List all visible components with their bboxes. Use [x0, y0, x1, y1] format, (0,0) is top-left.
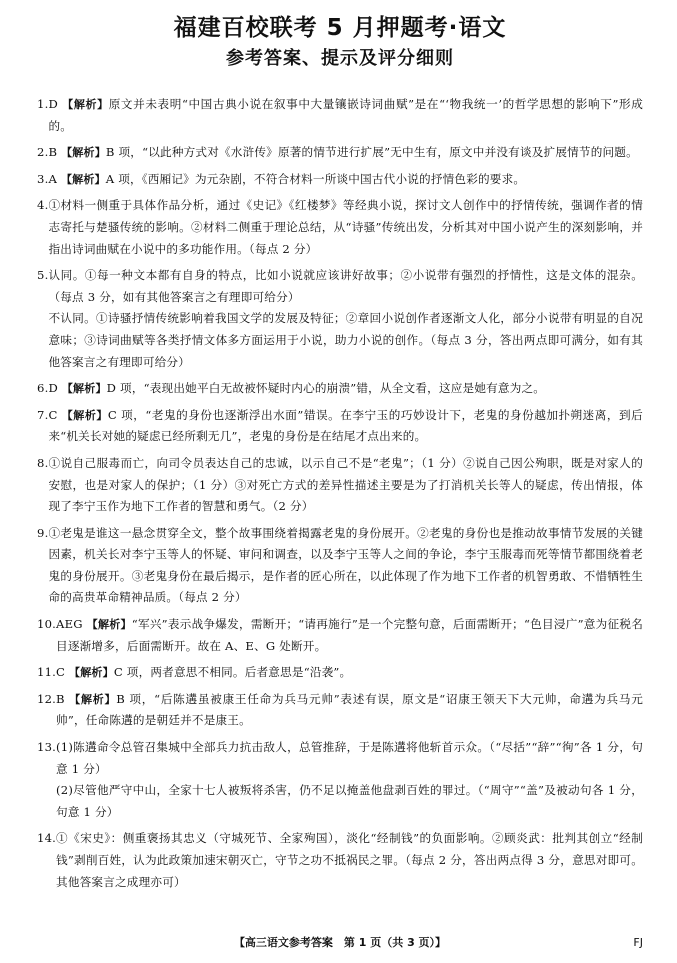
- answer-body: [56, 689, 643, 732]
- answer-paragraph: [48, 453, 643, 518]
- answer-item: [37, 614, 643, 657]
- answer-item: [37, 405, 643, 448]
- answer-paragraph: [56, 737, 643, 780]
- answer-paragraph: [48, 378, 643, 400]
- answer-paragraph: [48, 142, 643, 164]
- answer-body: [48, 453, 643, 518]
- answer-list: [37, 94, 643, 893]
- question-number: 8.: [37, 455, 49, 470]
- paragraph-text: D 项，“表现出她平白无故被怀疑时内心的崩溃”错，从全文看，这应是她有意为之。: [106, 381, 546, 396]
- answer-body: [48, 523, 643, 609]
- answer-paragraph: [48, 195, 643, 260]
- answer-paragraph: [48, 308, 643, 373]
- answer-paragraph: [56, 689, 643, 732]
- answer-item: [37, 142, 643, 164]
- paragraph-text: ①《宋史》：侧重褒扬其忠义（守城死节、全家殉国），淡化“经制钱”的负面影响。②顾炎武：批判其创立“经制钱”剥削百姓，认为此政策加速宋朝灭亡，守节之功不抵祸民之罪。（每点 2 分，答出两点得 3 分，意思对即可。其他答案言之成理亦可）: [56, 831, 643, 889]
- paragraph-text: B 项，“后陈遘虽被康王任命为兵马元帅”表述有误，原文是“诏康王领天下大元帅，命遘为兵马元帅”，任命陈遘的是朝廷并不是康王。: [56, 691, 643, 728]
- analysis-tag: 【解析】: [60, 172, 106, 186]
- answer-body: [48, 195, 643, 260]
- answer-body: [48, 378, 643, 400]
- question-number: 13.: [37, 740, 57, 755]
- paragraph-text: C 项，“老鬼的身份也逐渐浮出水面”错误。在李宁玉的巧妙设计下，老鬼的身份越加扑朔迷离，到后来“机关长对她的疑虑已经所剩无几”，老鬼的身份是在结尾才点出来的。: [48, 407, 643, 444]
- answer-body: [56, 828, 643, 893]
- answer-paragraph: [56, 780, 643, 823]
- paragraph-text: B 项，“以此种方式对《水浒传》原著的情节进行扩展”无中生有，原文中并没有谈及扩展情节的问题。: [105, 145, 638, 160]
- paragraph-text: ①老鬼是谁这一悬念贯穿全文，整个故事围绕着揭露老鬼的身份展开。②老鬼的身份也是推动故事情节发展的关键因素，机关长对李宁玉等人的怀疑、审问和调查，以及李宁玉等人之间的争论，李宁玉服毒而死等情节都围绕着老鬼的身份展开。③老鬼身份在最后揭示，是作者的匠心所在，以此体现了作为地下工作者的机智勇敢、不惜牺牲生命的高贵革命精神品质。（每点 2 分）: [48, 525, 643, 605]
- analysis-tag: 【解析】: [61, 146, 106, 160]
- answer-body: [48, 265, 643, 373]
- answer-body: [56, 737, 643, 823]
- paragraph-text: 原文并未表明“中国古典小说在叙事中大量镶嵌诗词曲赋”是在“‘物我统一’的哲学思想的影响下”形成的。: [48, 97, 643, 133]
- question-number: 4.: [37, 198, 49, 213]
- analysis-tag: 【解析】: [61, 382, 107, 396]
- answer-body: [48, 405, 643, 448]
- answer-paragraph: [56, 828, 643, 893]
- paragraph-text: ①材料一侧重于具体作品分析，通过《史记》《红楼梦》等经典小说，探讨文人创作中的抒情传统，强调作者的情志寄托与楚骚传统的影响。②材料二侧重于理论总结，从“诗骚”传统出发，分析其对中国小说产生的深刻影响，并指出诗词曲赋在小说中的多功能作用。（每点 2 分）: [48, 198, 643, 256]
- page-footer: [37, 936, 643, 950]
- answer-item: [37, 662, 643, 684]
- page-subtitle: 参考答案、提示及评分细则: [226, 48, 454, 69]
- paragraph-text: ①说自己服毒而亡，向司令员表达自己的忠诚，以示自己不是“老鬼”；（1 分）②说自己因公殉职，既是对家人的安慰，也是对家人的保护；（1 分）③对死亡方式的差异性描述主要是为了打消机关长等人的疑虑，传出情报，体现了李宁玉作为地下工作者的智慧和勇气。（2 分）: [48, 455, 643, 514]
- analysis-tag: 【解析】: [69, 666, 114, 680]
- answer-item: [37, 523, 643, 609]
- question-number: 3.: [37, 171, 49, 186]
- paragraph-text: A 项，《西厢记》为元杂剧，不符合材料一所谈中国古代小说的抒情色彩的要求。: [105, 171, 526, 186]
- answer-body: [56, 662, 643, 684]
- question-number: 1.: [37, 97, 49, 111]
- answer-item: [37, 265, 643, 373]
- question-number: 14.: [37, 831, 57, 846]
- answer-choice: C: [48, 407, 58, 422]
- answer-item: [37, 453, 643, 518]
- answer-paragraph: [48, 265, 643, 308]
- answer-choice: AEG: [56, 617, 83, 632]
- analysis-tag: 【解析】: [69, 692, 117, 706]
- paragraph-text: 认同。①每一种文本都有自身的特点，比如小说就应该讲好故事；②小说带有强烈的抒情性，这是文体的混杂。（每点 3 分，如有其他答案言之有理即可给分）: [48, 268, 643, 304]
- paragraph-text: “军兴”表示战争爆发，需断开；“请再施行”是一个完整句意，后面需断开；“色目浸广”意为征税名目逐渐增多，后面需断开。故在 A、E、G 处断开。: [56, 617, 643, 653]
- answer-paragraph: [48, 94, 643, 137]
- answer-choice: B: [56, 691, 65, 706]
- page-title: 福建百校联考 5 月押题考·语文: [173, 15, 507, 41]
- answer-body: [48, 169, 643, 191]
- answer-paragraph: [48, 523, 643, 609]
- answer-item: [37, 378, 643, 400]
- footer-page-info: 【高三语文参考答案 第 1 页（共 3 页）】: [233, 936, 447, 949]
- answer-body: [48, 94, 643, 137]
- question-number: 12.: [37, 691, 57, 706]
- answer-item: [37, 195, 643, 260]
- answer-choice: A: [48, 171, 58, 186]
- paragraph-text: (1)陈遘命令总管召集城中全部兵力抗击敌人，总管推辞，于是陈遘将他斩首示众。（“尽括”“辞”“徇”各 1 分，句意 1 分）: [56, 740, 643, 776]
- analysis-tag: 【解析】: [86, 618, 132, 632]
- question-number: 2.: [37, 145, 49, 160]
- answer-choice: D: [48, 97, 58, 111]
- answer-body: [56, 614, 643, 657]
- question-number: 5.: [37, 268, 49, 283]
- answer-paragraph: [56, 614, 643, 657]
- answer-paragraph: [48, 169, 643, 191]
- question-number: 11.: [37, 665, 57, 680]
- answer-choice: C: [56, 665, 66, 680]
- question-number: 10.: [37, 617, 57, 632]
- answer-item: [37, 828, 643, 893]
- answer-item: [37, 689, 643, 732]
- question-number: 6.: [37, 381, 49, 396]
- answer-choice: D: [48, 381, 58, 396]
- question-number: 9.: [37, 525, 49, 540]
- question-number: 7.: [37, 407, 49, 422]
- paragraph-text: (2)尽管他严守中山，全家十七人被叛将杀害，仍不足以掩盖他盘剥百姓的罪过。（“周守”“盖”及被动句各 1 分，句意 1 分）: [56, 783, 643, 819]
- analysis-tag: 【解析】: [62, 98, 109, 111]
- analysis-tag: 【解析】: [61, 408, 108, 422]
- answer-item: [37, 737, 643, 823]
- answer-item: [37, 94, 643, 137]
- answer-body: [48, 142, 643, 164]
- paragraph-text: 不认同。①诗骚抒情传统影响着我国文学的发展及特征；②章回小说创作者逐渐文人化，部分小说带有明显的自况意味；③诗词曲赋等各类抒情文体多方面运用于小说，助力小说的创作。（每点 3 分，答出两点即可满分，如有其他答案言之有理即可给分）: [48, 311, 643, 369]
- answer-paragraph: [56, 662, 643, 684]
- paragraph-text: C 项，两者意思不相同。后者意思是“沿袭”。: [113, 665, 352, 680]
- answer-item: [37, 169, 643, 191]
- answer-paragraph: [48, 405, 643, 448]
- answer-choice: B: [48, 145, 58, 160]
- footer-region-code: FJ: [633, 936, 643, 949]
